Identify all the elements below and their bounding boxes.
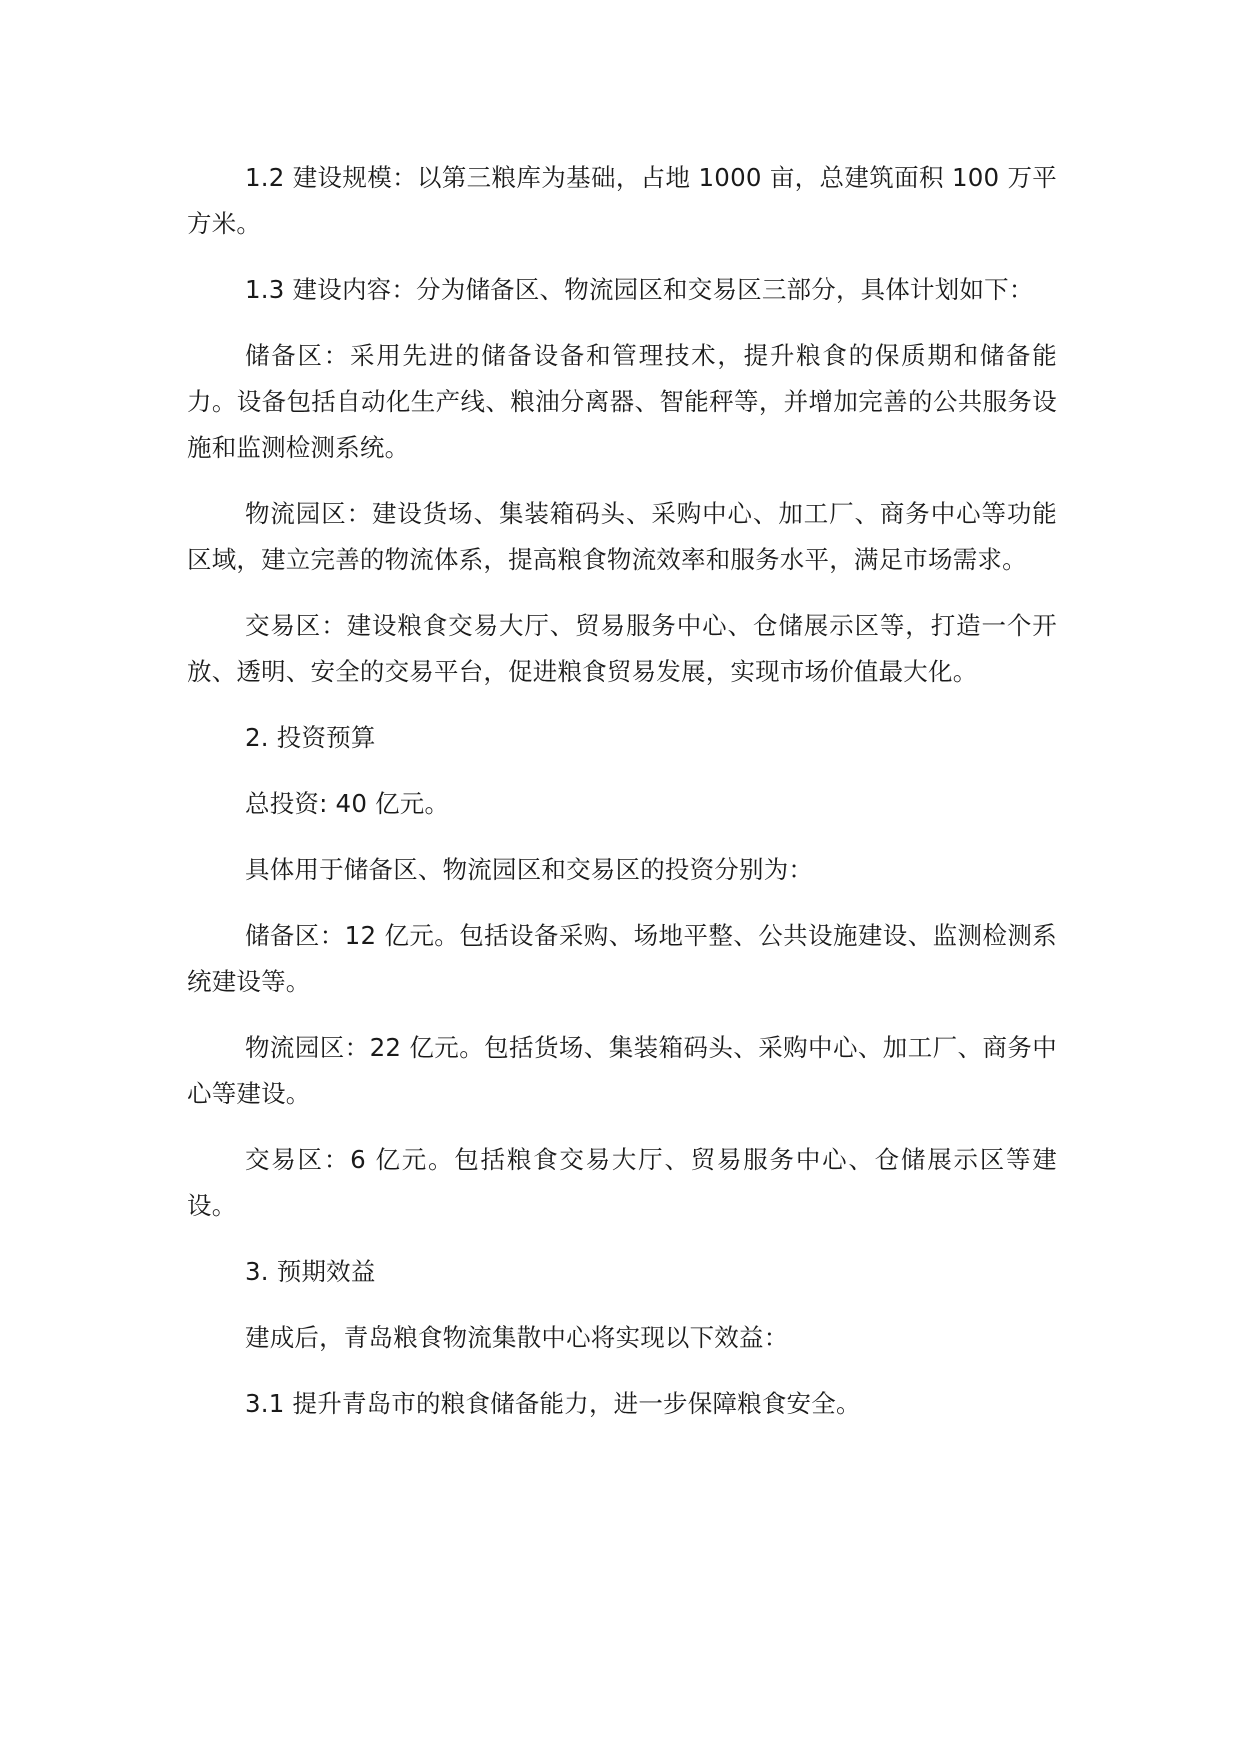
paragraph-trading-area-investment: 交易区：6 亿元。包括粮食交易大厅、贸易服务中心、仓储展示区等建设。 [187,1145,1057,1220]
heading-investment-budget: 2. 投资预算 [245,723,376,752]
paragraph-reserve-area-investment: 储备区：12 亿元。包括设备采购、场地平整、公共设施建设、监测检测系统建设等。 [187,921,1057,996]
document-body [187,155,1057,1447]
paragraph-reserve-area: 储备区：采用先进的储备设备和管理技术，提升粮食的保质期和储备能力。设备包括自动化生产线、粮油分离器、智能秤等，并增加完善的公共服务设施和监测检测系统。 [187,341,1057,462]
paragraph-logistics-park: 物流园区：建设货场、集装箱码头、采购中心、加工厂、商务中心等功能区域，建立完善的物流体系，提高粮食物流效率和服务水平，满足市场需求。 [187,499,1057,574]
paragraph-trading-area: 交易区：建设粮食交易大厅、贸易服务中心、仓储展示区等，打造一个开放、透明、安全的交易平台，促进粮食贸易发展，实现市场价值最大化。 [187,611,1057,686]
paragraph-construction-content: 1.3 建设内容：分为储备区、物流园区和交易区三部分，具体计划如下： [245,275,1034,304]
paragraph-construction-scale: 1.2 建设规模：以第三粮库为基础，占地 1000 亩，总建筑面积 100 万平方米。 [187,163,1057,238]
paragraph-logistics-park-investment: 物流园区：22 亿元。包括货场、集装箱码头、采购中心、加工厂、商务中心等建设。 [187,1033,1057,1108]
paragraph-investment-breakdown-intro: 具体用于储备区、物流园区和交易区的投资分别为： [245,855,814,884]
paragraph-total-investment: 总投资: 40 亿元。 [245,789,450,818]
paragraph-benefits-intro: 建成后，青岛粮食物流集散中心将实现以下效益： [245,1323,789,1352]
heading-expected-benefits: 3. 预期效益 [245,1257,376,1286]
paragraph-benefit-3-1: 3.1 提升青岛市的粮食储备能力，进一步保障粮食安全。 [245,1389,861,1418]
